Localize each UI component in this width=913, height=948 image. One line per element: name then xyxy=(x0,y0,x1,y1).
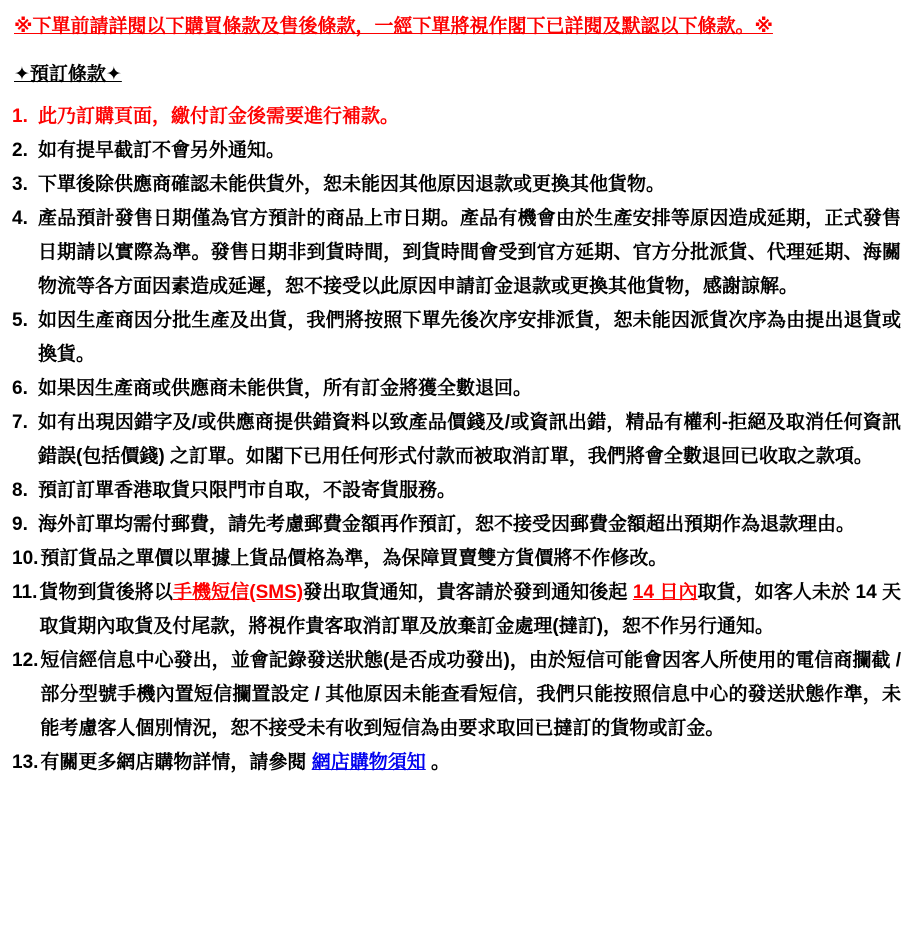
term-text-segment: 預訂貨品之單價以單據上貨品價格為準，為保障買賣雙方貨價將不作修改。 xyxy=(40,548,668,569)
term-text-segment: 短信經信息中心發出，並會記錄發送狀態(是否成功發出)，由於短信可能會因客人所使用的電信商攔截 / 部分型號手機內置短信攔置設定 / 其他原因未能查看短信，我們只能按照信息中心的發送狀態作準，未能考慮客人個別情況，恕不接受未有收到短信為由要求取回已撻訂的貨物或訂金。 xyxy=(40,650,901,739)
term-text xyxy=(40,542,903,576)
term-item xyxy=(12,304,903,372)
term-number: 12. xyxy=(12,650,39,671)
term-text xyxy=(40,644,903,746)
purchase-notice: ※下單前請詳閱以下購買條款及售後條款，一經下單將視作閣下已詳閱及默認以下條款。※ xyxy=(14,16,773,37)
term-number: 11. xyxy=(12,582,38,603)
term-number: 8. xyxy=(12,480,28,501)
term-item xyxy=(12,372,903,406)
term-number: 1. xyxy=(12,106,28,127)
term-text-segment: 此乃訂購頁面，繳付訂金後需要進行補款。 xyxy=(38,106,400,127)
term-item xyxy=(12,202,903,304)
term-item xyxy=(12,168,903,202)
highlighted-notice-text: 14 日內 xyxy=(632,582,698,603)
term-number: 4. xyxy=(12,208,28,229)
term-text-segment: 有關更多網店購物詳情，請參閱 xyxy=(40,752,312,773)
term-text-segment: 如因生產商因分批生產及出貨，我們將按照下單先後次序安排派貨，恕未能因派貨次序為由提出退貨或換貨。 xyxy=(38,310,901,365)
term-text xyxy=(38,372,903,406)
term-text xyxy=(38,474,903,508)
term-number: 6. xyxy=(12,378,28,399)
term-item xyxy=(12,746,903,780)
term-text-segment: 如果因生產商或供應商未能供貨，所有訂金將獲全數退回。 xyxy=(38,378,533,399)
term-item xyxy=(12,542,903,576)
term-number: 13. xyxy=(12,752,39,773)
term-text-segment: 取貨，如客人未於 14 天取貨期內取貨及付尾款，將視作貴客取消訂單及放棄訂金處理(撻訂)，恕不作另行通知。 xyxy=(39,582,902,637)
term-text xyxy=(39,576,903,644)
term-item xyxy=(12,100,903,134)
term-text-segment: 海外訂單均需付郵費，請先考慮郵費金額再作預訂，恕不接受因郵費金額超出預期作為退款理由。 xyxy=(38,514,856,535)
term-text-segment: 貨物到貨後將以 xyxy=(39,582,173,603)
term-number: 5. xyxy=(12,310,28,331)
term-item xyxy=(12,508,903,542)
term-text xyxy=(38,406,903,474)
term-text-segment: 如有出現因錯字及/或供應商提供錯資料以致產品價錢及/或資訊出錯，精品有權利-拒絕及取消任何資訊錯誤(包括價錢) 之訂單。如閣下已用任何形式付款而被取消訂單，我們將會全數退回已收取之款項。 xyxy=(38,412,901,467)
term-text-segment: 產品預計發售日期僅為官方預計的商品上市日期。產品有機會由於生產安排等原因造成延期，正式發售日期請以實際為準。發售日期非到貨時間，到貨時間會受到官方延期、官方分批派貨、代理延期、海關物流等各方面因素造成延遲，恕不接受以此原因申請訂金退款或更換其他貨物，感謝諒解。 xyxy=(38,208,901,297)
term-text-segment: 如有提早截訂不會另外通知。 xyxy=(38,140,286,161)
term-item xyxy=(12,474,903,508)
term-number: 3. xyxy=(12,174,28,195)
term-number: 9. xyxy=(12,514,28,535)
term-text xyxy=(38,100,903,134)
term-text-segment: 發出取貨通知，貴客請於發到通知後起 xyxy=(303,582,633,603)
term-text xyxy=(38,202,903,304)
preorder-terms-heading: ✦預訂條款✦ xyxy=(14,64,122,85)
term-text xyxy=(38,134,903,168)
term-text xyxy=(38,508,903,542)
term-text xyxy=(40,746,903,780)
section-title-row xyxy=(14,60,903,90)
highlighted-notice-text: 手機短信(SMS) xyxy=(172,582,304,603)
term-text-segment: 預訂訂單香港取貨只限門市自取，不設寄貨服務。 xyxy=(38,480,457,501)
term-text xyxy=(38,168,903,202)
term-item xyxy=(12,134,903,168)
term-item xyxy=(12,644,903,746)
terms-list xyxy=(12,100,903,780)
term-number: 2. xyxy=(12,140,28,161)
term-number: 10. xyxy=(12,548,39,569)
term-number: 7. xyxy=(12,412,28,433)
shop-guide-link[interactable]: 網店購物須知 xyxy=(311,752,426,773)
term-item xyxy=(12,576,903,644)
term-text-segment: 。 xyxy=(425,752,450,773)
term-item xyxy=(12,406,903,474)
term-text-segment: 下單後除供應商確認未能供貨外，恕未能因其他原因退款或更換其他貨物。 xyxy=(38,174,666,195)
term-text xyxy=(38,304,903,372)
